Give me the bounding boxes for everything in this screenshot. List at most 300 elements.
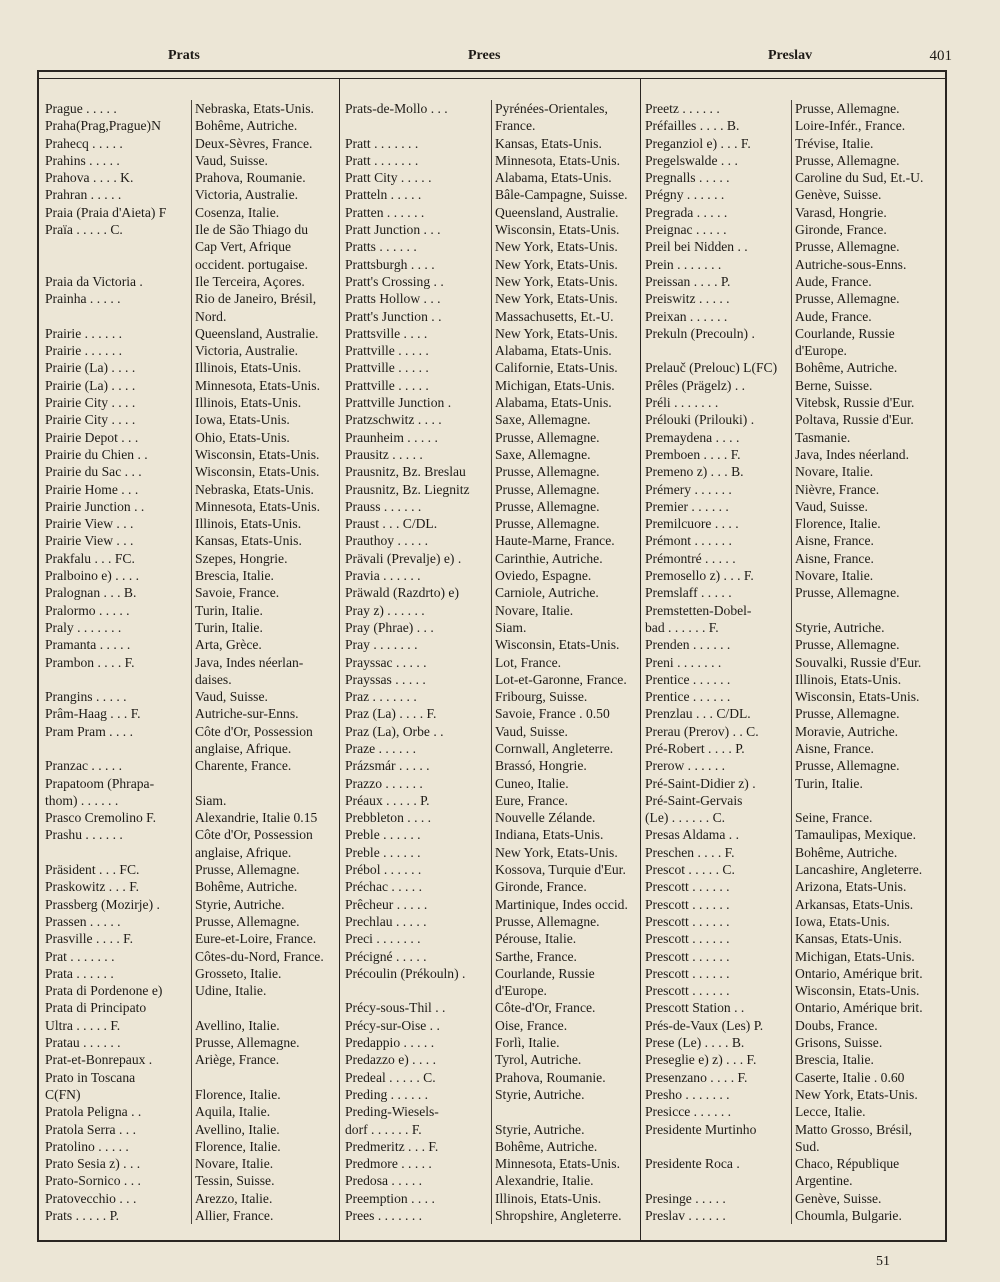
entry-name: Praunheim . . . . .	[345, 429, 438, 445]
entry-location: Eure-et-Loire, France.	[195, 931, 317, 947]
entry-column-3	[645, 100, 948, 1224]
entry-name: Pratzschwitz . . . .	[345, 412, 442, 428]
entry-row	[645, 325, 948, 342]
entry-location: Nebraska, Etats-Unis.	[195, 481, 314, 497]
entry-row	[645, 567, 948, 584]
entry-name: Praust . . . C/DL.	[345, 516, 438, 532]
entry-location: New York, Etats-Unis.	[495, 239, 618, 255]
entry-row	[345, 844, 648, 861]
entry-row	[645, 775, 948, 792]
page-number: 401	[929, 48, 952, 64]
entry-row	[45, 1138, 348, 1155]
entry-location: Cap Vert, Afrique	[195, 239, 292, 255]
entry-name: Prémontré . . . . .	[645, 550, 736, 566]
entry-name: Pratteln . . . . .	[345, 187, 422, 203]
entry-row	[345, 515, 648, 532]
entry-location: Côtes-du-Nord, France.	[195, 948, 324, 964]
entry-location: Oviedo, Espagne.	[495, 568, 592, 584]
entry-name: Prés-de-Vaux (Les) P.	[645, 1017, 764, 1033]
entry-location: Prusse, Allemagne.	[495, 481, 600, 497]
entry-row	[345, 896, 648, 913]
entry-row	[345, 308, 648, 325]
entry-location: Genève, Suisse.	[795, 1190, 882, 1206]
entry-name: Preschen . . . . F.	[645, 844, 735, 860]
entry-name: dorf . . . . . . F.	[345, 1121, 422, 1137]
entry-name: Pratt City . . . . .	[345, 170, 432, 186]
entry-location: Iowa, Etats-Unis.	[195, 412, 290, 428]
entry-name	[645, 1138, 791, 1155]
entry-name: Prato Sesia z) . . .	[45, 1156, 141, 1172]
entry-location: Courlande, Russie	[495, 965, 595, 981]
entry-name	[45, 238, 191, 255]
entry-row	[645, 982, 948, 999]
entry-location: Prusse, Allemagne.	[795, 706, 900, 722]
entry-location: Saxe, Allemagne.	[495, 446, 591, 462]
header-right-keyword: Preslav	[768, 48, 813, 63]
entry-row	[645, 135, 948, 152]
entry-location: Oise, France.	[495, 1017, 568, 1033]
entry-name: Praïa . . . . . C.	[45, 222, 123, 238]
entry-row	[345, 273, 648, 290]
entry-name: Premilcuore . . . .	[645, 516, 739, 532]
entry-name: Predazzo e) . . . .	[345, 1052, 436, 1068]
entry-location: Saxe, Allemagne.	[495, 412, 591, 428]
entry-row	[345, 999, 648, 1016]
entry-name: Pregelswalde . . .	[645, 152, 738, 168]
entry-name: Präwald (Razdrto) e)	[345, 585, 459, 601]
entry-name: Prairie . . . . . .	[45, 325, 123, 341]
entry-name: Prat . . . . . . .	[45, 948, 115, 964]
entry-location: Poltava, Russie d'Eur.	[795, 412, 914, 428]
entry-name: Prassberg (Mozirje) .	[45, 896, 160, 912]
entry-row	[345, 1207, 648, 1224]
entry-name: Prahran . . . . .	[45, 187, 122, 203]
entry-name: Praz (La), Orbe . .	[345, 723, 444, 739]
entry-location: Savoie, France . 0.50	[495, 706, 610, 722]
entry-location: Ile de São Thiago du	[195, 222, 309, 238]
entry-name: Praskowitz . . . F.	[45, 879, 140, 895]
entry-row	[645, 688, 948, 705]
entry-row	[45, 948, 348, 965]
entry-location: Alexandrie, Italie.	[495, 1173, 594, 1189]
entry-name	[645, 342, 791, 359]
entry-row	[345, 1121, 648, 1138]
entry-location: Illinois, Etats-Unis.	[195, 360, 302, 376]
entry-name: Prerau (Prerov) . . C.	[645, 723, 759, 739]
entry-name: Prata . . . . . .	[45, 965, 114, 981]
entry-row	[645, 394, 948, 411]
entry-name: Pralboino e) . . . .	[45, 568, 140, 584]
entry-location: Illinois, Etats-Unis.	[195, 516, 302, 532]
entry-location: Novare, Italie.	[795, 568, 874, 584]
entry-location: Alabama, Etats-Unis.	[495, 395, 612, 411]
entry-location: Lot-et-Garonne, France.	[495, 671, 627, 687]
entry-location: Pérouse, Italie.	[495, 931, 577, 947]
entry-location: Wisconsin, Etats-Unis.	[195, 464, 320, 480]
entry-location: Aisne, France.	[795, 550, 874, 566]
entry-location: Martinique, Indes occid.	[495, 896, 628, 912]
entry-row	[645, 1103, 948, 1120]
entry-location: Moravie, Autriche.	[795, 723, 899, 739]
entry-name: Praz (La) . . . . F.	[345, 706, 437, 722]
entry-location: Aude, France.	[795, 273, 872, 289]
entry-row	[645, 896, 948, 913]
entry-row	[645, 792, 948, 809]
entry-name: Pratola Serra . . .	[45, 1121, 136, 1137]
entry-name: Praia (Praia d'Aieta) F	[45, 204, 167, 220]
entry-name: Prat-et-Bonrepaux .	[45, 1052, 153, 1068]
entry-row	[345, 671, 648, 688]
entry-name: Prébol . . . . . .	[345, 862, 422, 878]
entry-name: Pratolino . . . . .	[45, 1138, 129, 1154]
entry-row	[45, 169, 348, 186]
entry-name: Prese (Le) . . . . B.	[645, 1035, 745, 1051]
entry-row	[345, 878, 648, 895]
entry-row	[645, 809, 948, 826]
entry-row	[345, 463, 648, 480]
entry-row	[345, 861, 648, 878]
entry-name: Prescott . . . . . .	[645, 931, 730, 947]
entry-location: Siam.	[195, 792, 227, 808]
entry-name: Pratt . . . . . . .	[345, 152, 419, 168]
entry-location: Côte d'Or, Possession	[195, 723, 313, 739]
entry-location: Illinois, Etats-Unis.	[795, 671, 902, 687]
entry-name: Prakfalu . . . FC.	[45, 550, 135, 566]
entry-name: Praly . . . . . . .	[45, 619, 122, 635]
entry-location: Prusse, Allemagne.	[495, 913, 600, 929]
entry-name: Prasco Cremolino F.	[45, 810, 157, 826]
entry-location: Minnesota, Etats-Unis.	[195, 377, 320, 393]
entry-name: Prâm-Haag . . . F.	[45, 706, 141, 722]
entry-location: occident. portugaise.	[195, 256, 308, 272]
entry-name: Prentice . . . . . .	[645, 689, 731, 705]
entry-location: Ontario, Amérique brit.	[795, 965, 923, 981]
entry-name: Prausnitz, Bz. Liegnitz	[345, 481, 470, 497]
entry-location: Charente, France.	[195, 758, 292, 774]
entry-name	[45, 671, 191, 688]
entry-name: Prangins . . . . .	[45, 689, 127, 705]
entry-row	[345, 100, 648, 117]
entry-location: Indiana, Etats-Unis.	[495, 827, 604, 843]
entry-row	[45, 429, 348, 446]
entry-row	[345, 152, 648, 169]
entry-row	[645, 359, 948, 376]
entry-name: Précy-sous-Thil . .	[345, 1000, 446, 1016]
entry-location: Prusse, Allemagne.	[795, 291, 900, 307]
entry-location: Aisne, France.	[795, 533, 874, 549]
entry-location: Tamaulipas, Mexique.	[795, 827, 916, 843]
entry-location: Java, Indes néerland.	[795, 446, 909, 462]
entry-name: Praz . . . . . . .	[345, 689, 417, 705]
entry-row	[645, 619, 948, 636]
entry-location: Minnesota, Etats-Unis.	[495, 1156, 620, 1172]
entry-row	[45, 377, 348, 394]
entry-name: Prazzo . . . . . .	[345, 775, 423, 791]
entry-row	[345, 619, 648, 636]
entry-location: Matto Grosso, Brésil,	[795, 1121, 913, 1137]
entry-row	[45, 1103, 348, 1120]
entry-location: Trévise, Italie.	[795, 135, 874, 151]
entry-location: Doubs, France.	[795, 1017, 878, 1033]
entry-location: Pyrénées-Orientales,	[495, 101, 608, 116]
entry-location: Forlì, Italie.	[495, 1035, 560, 1051]
entry-name: Preseglie e) z) . . . F.	[645, 1052, 757, 1068]
entry-location: Prusse, Allemagne.	[795, 101, 900, 116]
entry-row	[645, 204, 948, 221]
entry-row	[45, 273, 348, 290]
entry-location: Courlande, Russie	[795, 325, 895, 341]
entry-name: Prêcheur . . . . .	[345, 896, 428, 912]
entry-location: Carniole, Autriche.	[495, 585, 599, 601]
entry-row	[45, 584, 348, 601]
entry-name: Pratts . . . . . .	[345, 239, 417, 255]
entry-location	[192, 775, 348, 792]
entry-row	[645, 256, 948, 273]
entry-name: Presas Aldama . .	[645, 827, 740, 843]
entry-location: Kansas, Etats-Unis.	[495, 135, 602, 151]
entry-row	[45, 896, 348, 913]
entry-location: New York, Etats-Unis.	[495, 273, 618, 289]
entry-location: Seine, France.	[795, 810, 873, 826]
entry-row	[345, 1051, 648, 1068]
entry-name: Presicce . . . . . .	[645, 1104, 732, 1120]
entry-row	[45, 619, 348, 636]
entry-location: Bohême, Autriche.	[795, 844, 898, 860]
entry-location: Ariège, France.	[195, 1052, 280, 1068]
entry-location: anglaise, Afrique.	[195, 844, 292, 860]
entry-name: Premaydena . . . .	[645, 429, 740, 445]
entry-location: Java, Indes néerlan-	[195, 654, 304, 670]
entry-location: Deux-Sèvres, France.	[195, 135, 313, 151]
entry-name: Prescott Station . .	[645, 1000, 745, 1016]
entry-row	[645, 1017, 948, 1034]
entry-name	[45, 740, 191, 757]
entry-name: Premslaff . . . . .	[645, 585, 732, 601]
entry-row	[645, 1190, 948, 1207]
entry-row	[645, 740, 948, 757]
entry-name: Pratt Junction . . .	[345, 222, 441, 238]
entry-name: Prees . . . . . . .	[345, 1208, 423, 1223]
entry-name: Pray (Phrae) . . .	[345, 619, 434, 635]
entry-location: Iowa, Etats-Unis.	[795, 913, 890, 929]
entry-row	[645, 1051, 948, 1068]
entry-name: Presinge . . . . .	[645, 1190, 726, 1206]
entry-location: Lot, France.	[495, 654, 562, 670]
entry-name: Préchac . . . . .	[345, 879, 423, 895]
entry-name: Pregrada . . . . .	[645, 204, 728, 220]
entry-name: Prambon . . . . F.	[45, 654, 135, 670]
entry-name: thom) . . . . . .	[45, 792, 119, 808]
entry-row	[45, 1155, 348, 1172]
entry-row	[645, 550, 948, 567]
entry-location: Bohême, Autriche.	[495, 1138, 598, 1154]
entry-location: Prahova, Roumanie.	[195, 170, 306, 186]
entry-name: Préli . . . . . . .	[645, 395, 719, 411]
entry-name: Prasville . . . . F.	[45, 931, 134, 947]
entry-row	[345, 792, 648, 809]
entry-row	[645, 705, 948, 722]
entry-name: Pregnalls . . . . .	[645, 170, 730, 186]
entry-name: Predosa . . . . .	[345, 1173, 423, 1189]
entry-location: Savoie, France.	[195, 585, 280, 601]
entry-row	[345, 359, 648, 376]
entry-row	[645, 186, 948, 203]
entry-row	[45, 913, 348, 930]
entry-name: bad . . . . . . F.	[645, 619, 719, 635]
entry-location: Brassó, Hongrie.	[495, 758, 587, 774]
entry-location: Prusse, Allemagne.	[495, 498, 600, 514]
entry-location: Autriche-sur-Enns.	[195, 706, 299, 722]
entry-name: Prescott . . . . . .	[645, 913, 730, 929]
entry-row	[645, 1034, 948, 1051]
entry-row	[345, 930, 648, 947]
entry-name: Prattville . . . . .	[345, 343, 429, 359]
entry-location: Arta, Grèce.	[195, 637, 262, 653]
entry-name	[345, 982, 491, 999]
entry-name: Prairie Home . . .	[45, 481, 139, 497]
entry-row	[45, 1190, 348, 1207]
entry-name: Preding-Wiesels-	[345, 1104, 439, 1120]
entry-name: Predmeritz . . . F.	[345, 1138, 439, 1154]
entry-row	[645, 999, 948, 1016]
entry-row	[45, 238, 348, 255]
entry-name: Prattville . . . . .	[345, 360, 429, 376]
entry-row	[45, 723, 348, 740]
entry-row	[345, 1103, 648, 1120]
entry-location: Bohême, Autriche.	[795, 360, 898, 376]
entry-name: Prairie Junction . .	[45, 498, 145, 514]
entry-location: Prusse, Allemagne.	[795, 152, 900, 168]
entry-row	[345, 757, 648, 774]
entry-location: Prusse, Allemagne.	[795, 239, 900, 255]
entry-row	[345, 688, 648, 705]
entry-name: Prémont . . . . . .	[645, 533, 732, 549]
entry-row	[45, 325, 348, 342]
entry-name: Prayssac . . . . .	[345, 654, 427, 670]
entry-row	[345, 775, 648, 792]
entry-location: Prahova, Roumanie.	[495, 1069, 606, 1085]
signature-mark: 51	[876, 1254, 890, 1269]
entry-name: Preslav . . . . . .	[645, 1208, 726, 1223]
entry-location: Turin, Italie.	[795, 775, 863, 791]
entry-name: Prairie City . . . .	[45, 395, 136, 411]
entry-name: Prauss . . . . . .	[345, 498, 422, 514]
entry-location: Florence, Italie.	[195, 1086, 281, 1102]
entry-location: Souvalki, Russie d'Eur.	[795, 654, 922, 670]
entry-name: Ultra . . . . . F.	[45, 1017, 121, 1033]
entry-location: Minnesota, Etats-Unis.	[195, 498, 320, 514]
entry-row	[45, 740, 348, 757]
entry-row	[345, 602, 648, 619]
entry-row	[645, 1069, 948, 1086]
entry-row	[345, 913, 648, 930]
entry-row	[45, 394, 348, 411]
entry-row	[645, 878, 948, 895]
entry-location: Avellino, Italie.	[195, 1017, 280, 1033]
entry-column-2	[345, 100, 648, 1224]
entry-location: Victoria, Australie.	[195, 343, 298, 359]
entry-name: Pralognan . . . B.	[45, 585, 137, 601]
entry-row	[345, 481, 648, 498]
entry-name: Prassen . . . . .	[45, 913, 121, 929]
entry-name: Prattsburgh . . . .	[345, 256, 435, 272]
entry-row	[45, 532, 348, 549]
entry-row	[345, 204, 648, 221]
entry-row	[645, 671, 948, 688]
entry-location: Prusse, Allemagne.	[795, 637, 900, 653]
entry-name: Prekuln (Precouln) .	[645, 325, 755, 341]
entry-location: Prusse, Allemagne.	[495, 516, 600, 532]
entry-row	[645, 463, 948, 480]
entry-row	[45, 100, 348, 117]
entry-location: Loire-Infér., France.	[795, 118, 906, 134]
entry-name: Prein . . . . . . .	[645, 256, 722, 272]
entry-name: Pratovecchio . . .	[45, 1190, 137, 1206]
entry-location: Wisconsin, Etats-Unis.	[795, 689, 920, 705]
entry-name: Preiswitz . . . . .	[645, 291, 730, 307]
entry-row	[45, 999, 348, 1016]
entry-row	[345, 256, 648, 273]
entry-name	[645, 1172, 791, 1189]
entry-name: Prats-de-Mollo . . .	[345, 101, 448, 116]
entry-name: Preixan . . . . . .	[645, 308, 728, 324]
entry-row	[45, 878, 348, 895]
entry-location: Wisconsin, Etats-Unis.	[495, 637, 620, 653]
entry-location: Côte-d'Or, France.	[495, 1000, 596, 1016]
entry-row	[645, 273, 948, 290]
entry-name: Prattsville . . . .	[345, 325, 428, 341]
entry-name: Prattville Junction .	[345, 395, 452, 411]
entry-row	[345, 169, 648, 186]
entry-name: Pratts Hollow . . .	[345, 291, 441, 307]
entry-location: Sud.	[795, 1138, 820, 1154]
entry-location: Rio de Janeiro, Brésil,	[195, 291, 317, 307]
entry-location: New York, Etats-Unis.	[495, 256, 618, 272]
entry-row	[645, 481, 948, 498]
entry-name: Prainha . . . . .	[45, 291, 121, 307]
entry-row	[345, 1138, 648, 1155]
entry-location: Prusse, Allemagne.	[195, 1035, 300, 1051]
entry-name: Pray z) . . . . . .	[345, 602, 425, 618]
entry-location: Prusse, Allemagne.	[195, 862, 300, 878]
entry-name: Premboen . . . . F.	[645, 446, 741, 462]
entry-location: Vaud, Suisse.	[495, 723, 568, 739]
entry-row	[45, 1172, 348, 1189]
entry-row	[645, 429, 948, 446]
entry-name: Prázsmár . . . . .	[345, 758, 430, 774]
entry-location: Gironde, France.	[795, 222, 887, 238]
entry-row	[345, 550, 648, 567]
entry-location	[792, 602, 948, 619]
entry-location: Ohio, Etats-Unis.	[195, 429, 290, 445]
entry-location: Victoria, Australie.	[195, 187, 298, 203]
entry-name: Prato in Toscana	[45, 1069, 136, 1085]
entry-name: Prescott . . . . . .	[645, 965, 730, 981]
entry-location: Nebraska, Etats-Unis.	[195, 101, 314, 116]
entry-location: Queensland, Australie.	[495, 204, 619, 220]
running-head	[38, 48, 952, 70]
entry-location: Wisconsin, Etats-Unis.	[795, 983, 920, 999]
entry-row	[645, 377, 948, 394]
entry-name: Prausnitz, Bz. Breslau	[345, 464, 466, 480]
entry-location: Gironde, France.	[495, 879, 587, 895]
entry-name: Premosello z) . . . F.	[645, 568, 754, 584]
entry-row	[345, 809, 648, 826]
entry-location: Berne, Suisse.	[795, 377, 873, 393]
entry-row	[645, 446, 948, 463]
entry-name: Preble . . . . . .	[345, 827, 421, 843]
entry-row	[645, 238, 948, 255]
